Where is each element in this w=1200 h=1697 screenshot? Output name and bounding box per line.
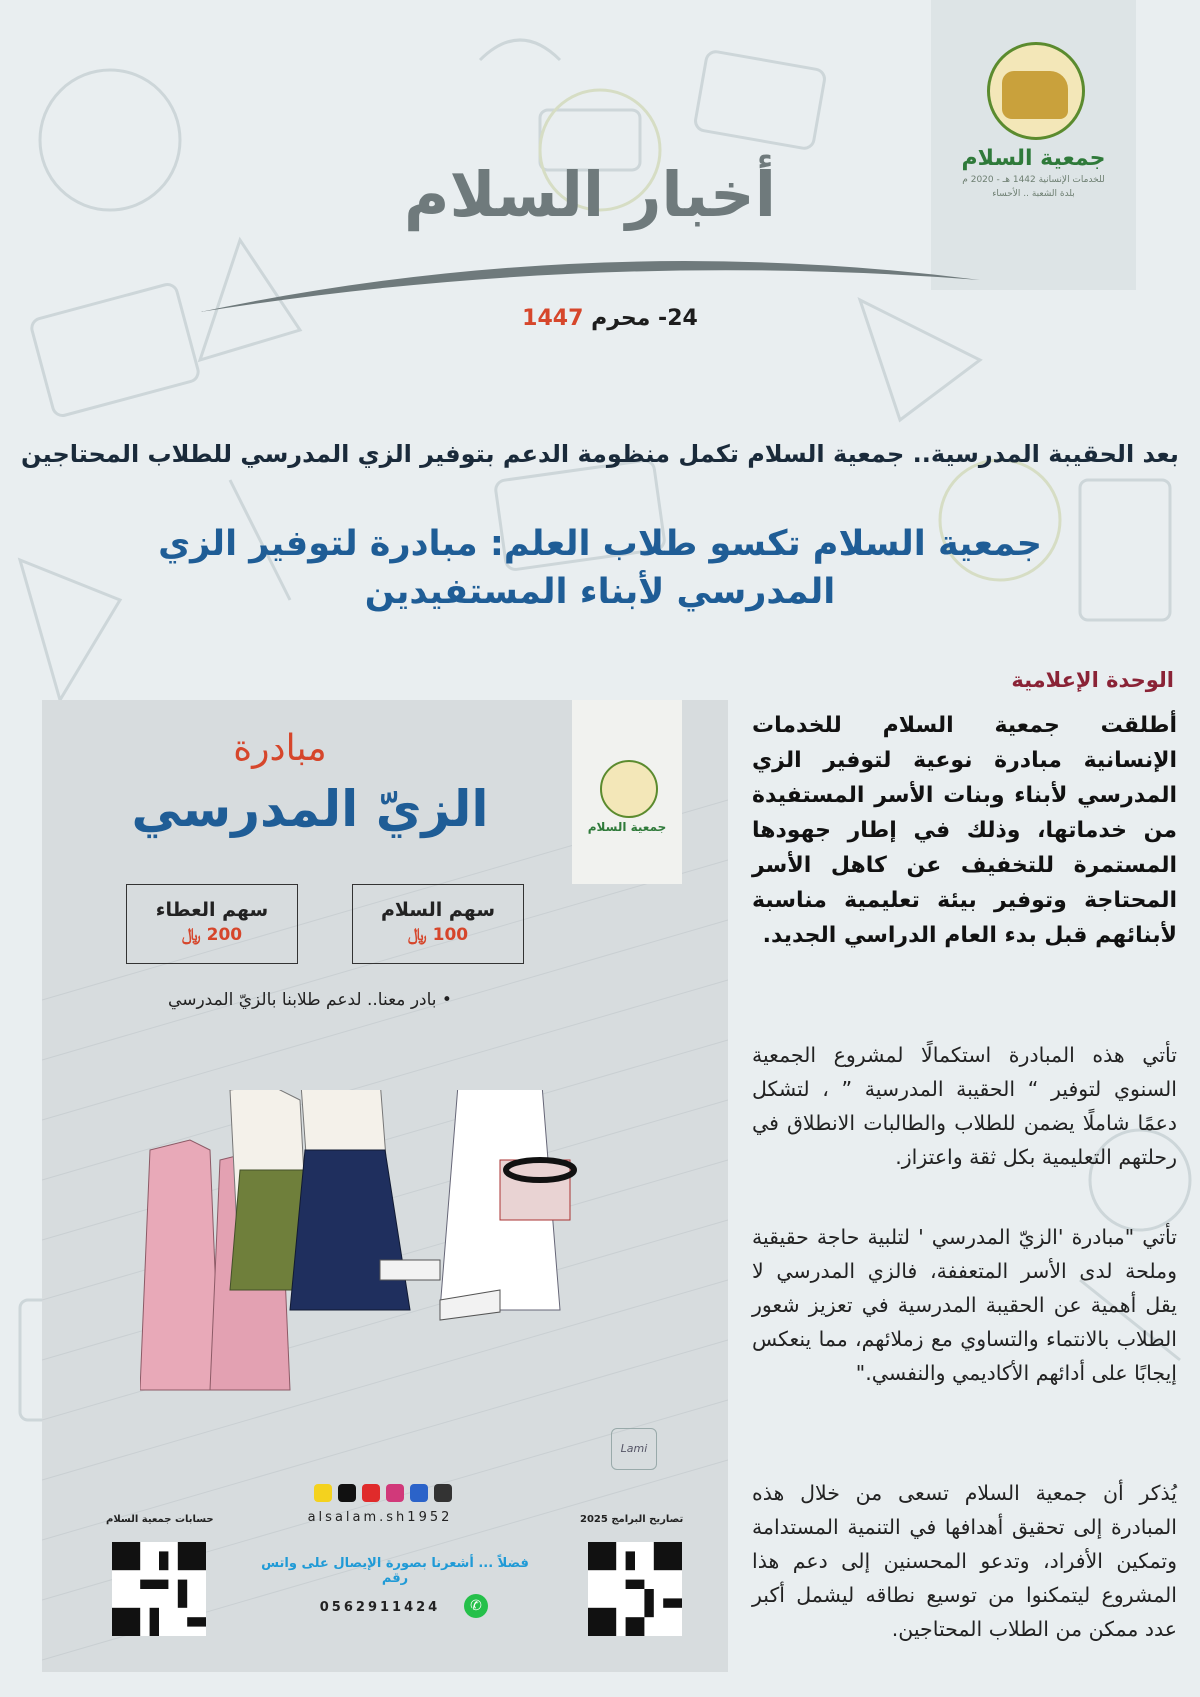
social-handle: alsalam.sh1952	[307, 1510, 453, 1525]
body-paragraph: تأتي هذه المبادرة استكمالًا لمشروع الجمعية السنوي لتوفير “ الحقيبة المدرسية ” ، لتشكل دعمًا شاملًا يضمن للطلاب والطالبات الانطلاق في رحلتهم التعليمية بكل ثقة واعتزاز.	[752, 1043, 1177, 1169]
qr-code-accounts	[112, 1542, 206, 1636]
snapchat-icon	[314, 1484, 332, 1502]
share-label: سهم السلام	[380, 899, 496, 921]
poster-logo-emblem-icon	[600, 760, 658, 818]
poster-title-big: الزيّ المدرسي	[131, 780, 489, 838]
youtube-icon	[362, 1484, 380, 1502]
date-year: 1447	[522, 306, 584, 331]
qr-right-label: تصاريح البرامج 2025	[580, 1514, 684, 1525]
tiktok-icon	[338, 1484, 356, 1502]
qr-left-label: حسابات جمعية السلام	[106, 1514, 214, 1525]
subheadline: جمعية السلام تكسو طلاب العلم: مبادرة لتوفير الزي المدرسي لأبناء المستفيدين	[158, 524, 1042, 612]
share-label: سهم العطاء	[155, 899, 269, 921]
receipt-note: فضلاً ... أشعرنا بصورة الإيصال على واتس رقم	[261, 1556, 529, 1586]
qr-code-permits	[588, 1542, 682, 1636]
social-icons	[314, 1484, 458, 1502]
header-logo	[931, 0, 1136, 290]
masthead-title: أخبار السلام	[404, 158, 776, 231]
logo-name: جمعية السلام	[961, 146, 1106, 171]
date-day: 24-	[658, 306, 698, 331]
lead-paragraph: أطلقت جمعية السلام للخدمات الإنسانية مبادرة نوعية لتوفير الزي المدرسي لأبناء وبنات الأسر المستفيدة من خدماتها، وذلك في إطار جهودها المستمرة للتخفيف عن كاهل الأسر المحتاجة وتوفير بيئة تعليمية مناسبة لأبنائهم قبل بدء العام الدراسي الجديد.	[752, 713, 1177, 948]
brand-mark: Lami	[611, 1428, 657, 1470]
poster-logo-name: جمعية السلام	[587, 820, 667, 834]
share-value: 200 ﷼	[181, 925, 243, 945]
headline: بعد الحقيبة المدرسية.. جمعية السلام تكمل منظومة الدعم بتوفير الزي المدرسي للطلاب المحتاجين	[21, 440, 1179, 468]
share-value: 100 ﷼	[407, 925, 469, 945]
logo-subtitle: للخدمات الإنسانية 1442 هـ - 2020 م	[962, 175, 1105, 185]
share-option-ataa	[126, 884, 298, 964]
facebook-icon	[410, 1484, 428, 1502]
poster-title-small: مبادرة	[233, 728, 327, 769]
x-icon	[434, 1484, 452, 1502]
poster-call-to-action: • بادر معنا.. لدعم طلابنا بالزيّ المدرسي	[168, 990, 452, 1010]
share-option-salam	[352, 884, 524, 964]
body-paragraph: تأتي "مبادرة 'الزيّ المدرسي ' لتلبية حاجة حقيقية وملحة لدى الأسر المتعففة، فالزي المدرسي لا يقل أهمية عن الحقيبة المدرسية في تعزيز شعور الطلاب بالانتماء والتساوي مع زملائهم، مما ينعكس إيجابًا على أدائهم الأكاديمي والنفسي."	[752, 1225, 1177, 1385]
logo-emblem-icon	[987, 42, 1085, 140]
body-paragraph: يُذكر أن جمعية السلام تسعى من خلال هذه المبادرة إلى تحقيق أهدافها في التنمية المستدامة وتمكين الأفراد، وتدعو المحسنين إلى دعم هذا المشروع ليتمكنوا من توسيع نطاقه ليشمل أكبر عدد ممكن من الطلاب المحتاجين.	[752, 1481, 1177, 1641]
logo-location: بلدة الشعبة .. الأحساء	[992, 189, 1075, 199]
issue-date	[480, 306, 740, 331]
whatsapp-icon: ✆	[464, 1594, 488, 1618]
poster-logo	[572, 700, 682, 884]
school-uniforms-illustration	[140, 1090, 660, 1400]
byline: الوحدة الإعلامية	[1011, 668, 1174, 692]
instagram-icon	[386, 1484, 404, 1502]
whatsapp-number: 0562911424	[319, 1600, 441, 1615]
date-month: محرم	[591, 306, 651, 331]
